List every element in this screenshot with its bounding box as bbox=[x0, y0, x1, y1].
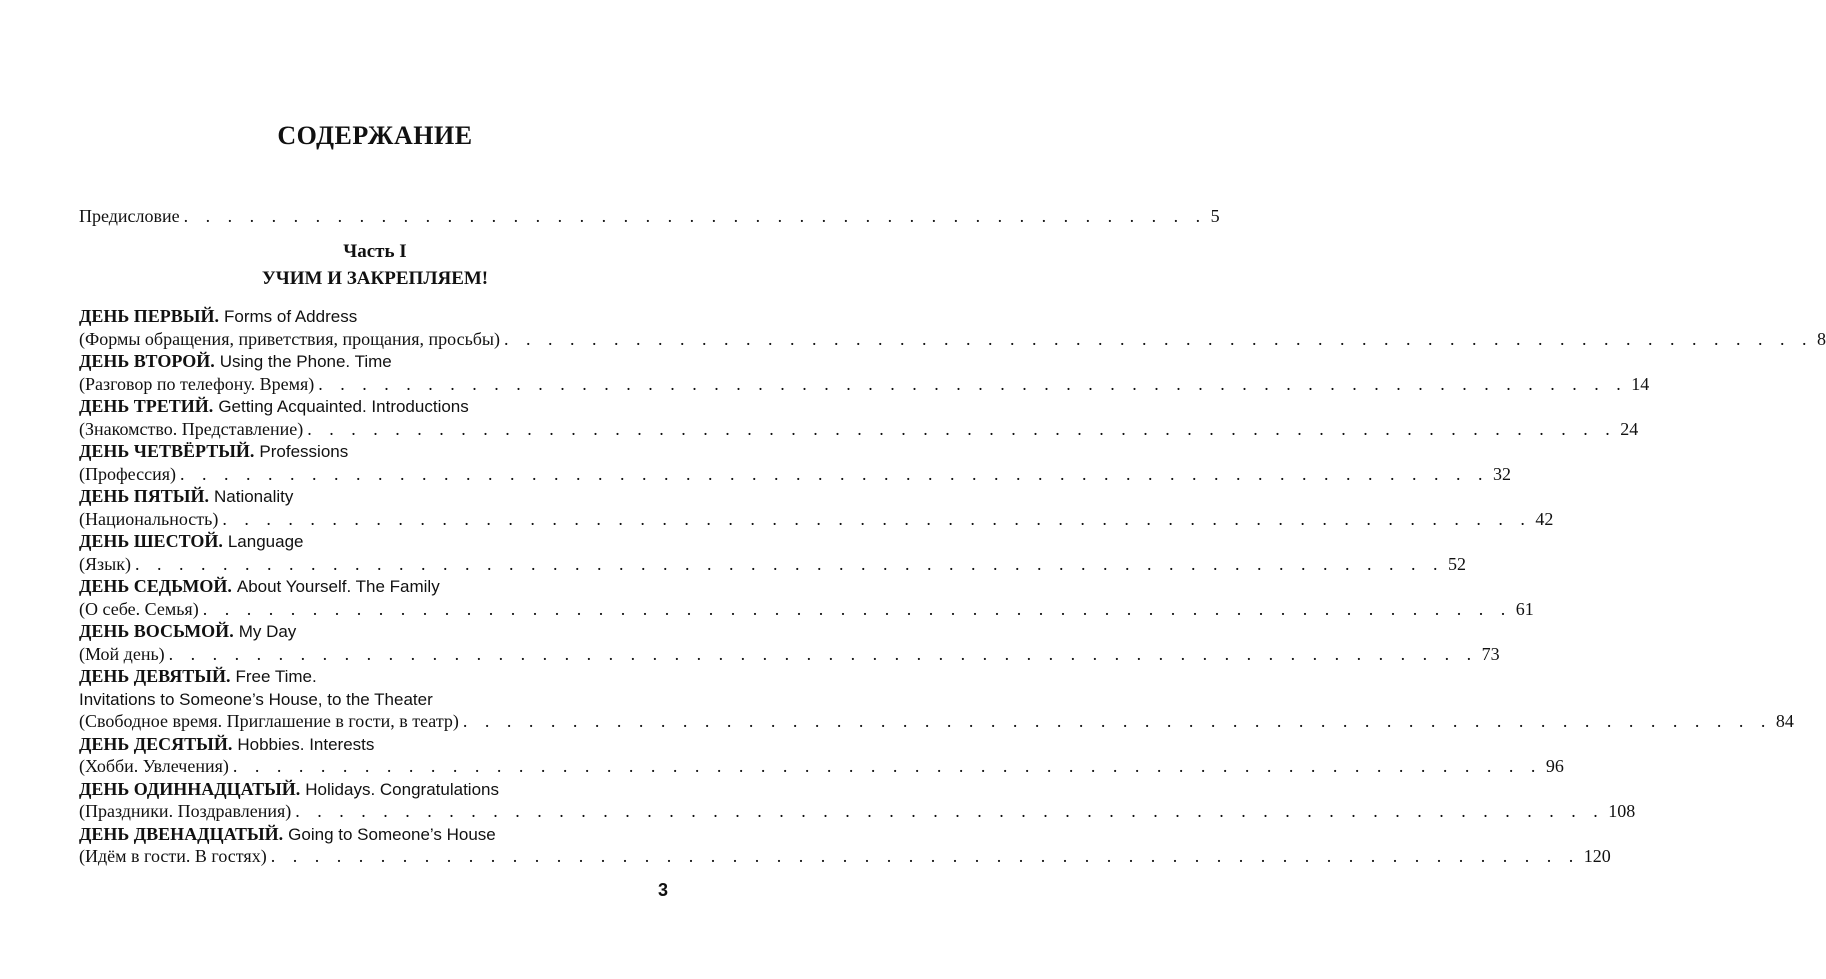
entry-page-number: 96 bbox=[1545, 756, 1564, 776]
day-english-title: Language bbox=[227, 532, 304, 551]
day-english-title: Using the Phone. Time bbox=[219, 352, 392, 371]
day-english-title: My Day bbox=[238, 622, 297, 641]
day-english-title: About Yourself. The Family bbox=[236, 577, 440, 596]
entry-page-number: 42 bbox=[1535, 508, 1554, 529]
page-title: СОДЕРЖАНИЕ bbox=[277, 121, 473, 150]
entry-heading-line bbox=[79, 439, 666, 463]
entry-heading-line bbox=[79, 822, 666, 846]
day-heading: ДЕНЬ СЕДЬМОЙ. bbox=[79, 576, 232, 596]
page-number: 3 bbox=[658, 880, 669, 900]
toc-entry-preface[interactable] bbox=[79, 204, 1220, 228]
day-russian-subtitle: (Национальность) bbox=[79, 508, 219, 529]
entry-page-number: 84 bbox=[1775, 711, 1794, 731]
day-russian-subtitle: (Разговор по телефону. Время) bbox=[79, 373, 315, 394]
entry-heading-line bbox=[79, 304, 666, 328]
entry-heading-line bbox=[79, 529, 666, 553]
day-russian-subtitle: (О себе. Семья) bbox=[79, 598, 199, 619]
dot-leader: . . . . . . . . . . . . . . . . . . . . . . . . . . . . . . . . . . . . . . . . . . . . . . . bbox=[183, 206, 1207, 226]
entry-subtitle-line bbox=[79, 642, 1500, 666]
dot-leader: . . . . . . . . . . . . . . . . . . . . . . . . . . . . . . . . . . . . . . . . . . . . . . . . . . . . . . . . . . . . bbox=[318, 373, 1628, 394]
dot-leader: . . . . . . . . . . . . . . . . . . . . . . . . . . . . . . . . . . . . . . . . . . . . . . . . . . . . . . . . . . . . bbox=[504, 328, 1814, 349]
entry-page-number: 108 bbox=[1608, 801, 1636, 821]
entry-page-number: 120 bbox=[1583, 846, 1611, 866]
day-english-title: Hobbies. Interests bbox=[237, 734, 375, 754]
entry-subtitle-line bbox=[79, 462, 1511, 486]
entry-page-number: 32 bbox=[1492, 463, 1511, 484]
day-russian-subtitle: (Язык) bbox=[79, 553, 131, 574]
entry-subtitle-line bbox=[79, 507, 1554, 531]
day-english-title-continued: Invitations to Someone’s House, to the Theater bbox=[79, 689, 433, 709]
entry-subtitle-line bbox=[79, 709, 1794, 733]
day-russian-subtitle: (Знакомство. Представление) bbox=[79, 418, 304, 439]
day-heading: ДЕНЬ ДЕСЯТЫЙ. bbox=[79, 733, 233, 754]
entry-subtitle-line bbox=[79, 844, 1611, 868]
day-heading: ДЕНЬ ПЕРВЫЙ. bbox=[79, 306, 219, 326]
day-russian-subtitle: (Идём в гости. В гостях) bbox=[79, 846, 267, 866]
day-heading: ДЕНЬ ЧЕТВЁРТЫЙ. bbox=[79, 441, 255, 461]
entry-page-number: 8 bbox=[1817, 328, 1826, 349]
entry-subtitle-line bbox=[79, 327, 1826, 351]
day-heading: ДЕНЬ ПЯТЫЙ. bbox=[79, 486, 209, 506]
day-heading: ДЕНЬ ВТОРОЙ. bbox=[79, 351, 215, 371]
entry-page-number: 52 bbox=[1447, 553, 1466, 574]
dot-leader: . . . . . . . . . . . . . . . . . . . . . . . . . . . . . . . . . . . . . . . . . . . . . . . . . . . . . . . . . . . . bbox=[270, 846, 1580, 866]
day-heading: ДЕНЬ ВОСЬМОЙ. bbox=[79, 621, 234, 641]
entry-subtitle-line bbox=[79, 372, 1650, 396]
entry-subtitle-line bbox=[79, 552, 1466, 576]
dot-leader: . . . . . . . . . . . . . . . . . . . . . . . . . . . . . . . . . . . . . . . . . . . . . . . . . . . . . . . . . . . . bbox=[168, 643, 1478, 664]
dot-leader: . . . . . . . . . . . . . . . . . . . . . . . . . . . . . . . . . . . . . . . . . . . . . . . . . . . . . . . . . . . . bbox=[295, 801, 1605, 821]
day-english-title: Going to Someone’s House bbox=[288, 824, 496, 844]
entry-heading-line bbox=[79, 619, 666, 643]
dot-leader: . . . . . . . . . . . . . . . . . . . . . . . . . . . . . . . . . . . . . . . . . . . . . . . . . . . . . . . . . . . . bbox=[222, 508, 1532, 529]
entry-label: Предисловие bbox=[79, 206, 180, 226]
day-russian-subtitle: (Свободное время. Приглашение в гости, в театр) bbox=[79, 711, 459, 731]
day-english-title: Forms of Address bbox=[223, 307, 358, 326]
day-russian-subtitle: (Мой день) bbox=[79, 643, 165, 664]
entry-heading-line bbox=[79, 664, 666, 688]
dot-leader: . . . . . . . . . . . . . . . . . . . . . . . . . . . . . . . . . . . . . . . . . . . . . . . . . . . . . . . . . . . . bbox=[462, 711, 1772, 731]
day-russian-subtitle: (Профессия) bbox=[79, 463, 176, 484]
day-heading: ДЕНЬ ШЕСТОЙ. bbox=[79, 531, 223, 551]
entry-subtitle-line bbox=[79, 597, 1534, 621]
entry-page-number: 14 bbox=[1631, 373, 1650, 394]
part-title: УЧИМ И ЗАКРЕПЛЯЕМ! bbox=[261, 268, 489, 289]
day-english-title: Free Time. bbox=[235, 667, 317, 686]
entry-subtitle-line bbox=[79, 417, 1639, 441]
day-heading: ДЕНЬ ТРЕТИЙ. bbox=[79, 396, 214, 416]
entry-heading-line bbox=[79, 484, 666, 508]
entry-subtitle-line bbox=[79, 754, 1564, 778]
entry-heading-line bbox=[79, 574, 666, 598]
entry-heading-line bbox=[79, 349, 666, 373]
day-heading: ДЕНЬ ДВЕНАДЦАТЫЙ. bbox=[79, 823, 284, 844]
entry-page-number: 5 bbox=[1210, 206, 1220, 226]
entry-continuation-line bbox=[79, 687, 666, 711]
day-russian-subtitle: (Хобби. Увлечения) bbox=[79, 756, 229, 776]
day-russian-subtitle: (Формы обращения, приветствия, прощания, просьбы) bbox=[79, 328, 501, 349]
day-english-title: Holidays. Congratulations bbox=[305, 779, 499, 799]
day-heading: ДЕНЬ ДЕВЯТЫЙ. bbox=[79, 666, 231, 686]
day-russian-subtitle: (Праздники. Поздравления) bbox=[79, 801, 292, 821]
entry-heading-line bbox=[79, 394, 666, 418]
day-english-title: Professions bbox=[259, 442, 349, 461]
day-heading: ДЕНЬ ОДИННАДЦАТЫЙ. bbox=[79, 778, 301, 799]
dot-leader: . . . . . . . . . . . . . . . . . . . . . . . . . . . . . . . . . . . . . . . . . . . . . . . . . . . . . . . . . . . . bbox=[179, 463, 1489, 484]
entry-heading-line bbox=[79, 732, 666, 756]
dot-leader: . . . . . . . . . . . . . . . . . . . . . . . . . . . . . . . . . . . . . . . . . . . . . . . . . . . . . . . . . . . . bbox=[232, 756, 1542, 776]
day-english-title: Nationality bbox=[213, 487, 294, 506]
entry-subtitle-line bbox=[79, 799, 1636, 823]
entry-heading-line bbox=[79, 777, 666, 801]
part-label: Часть I bbox=[343, 241, 407, 262]
entry-page-number: 24 bbox=[1620, 418, 1639, 439]
dot-leader: . . . . . . . . . . . . . . . . . . . . . . . . . . . . . . . . . . . . . . . . . . . . . . . . . . . . . . . . . . . . bbox=[202, 598, 1512, 619]
dot-leader: . . . . . . . . . . . . . . . . . . . . . . . . . . . . . . . . . . . . . . . . . . . . . . . . . . . . . . . . . . . . bbox=[307, 418, 1617, 439]
entry-page-number: 73 bbox=[1481, 643, 1500, 664]
dot-leader: . . . . . . . . . . . . . . . . . . . . . . . . . . . . . . . . . . . . . . . . . . . . . . . . . . . . . . . . . . . . bbox=[134, 553, 1444, 574]
entry-page-number: 61 bbox=[1515, 598, 1534, 619]
day-english-title: Getting Acquainted. Introductions bbox=[218, 397, 469, 416]
